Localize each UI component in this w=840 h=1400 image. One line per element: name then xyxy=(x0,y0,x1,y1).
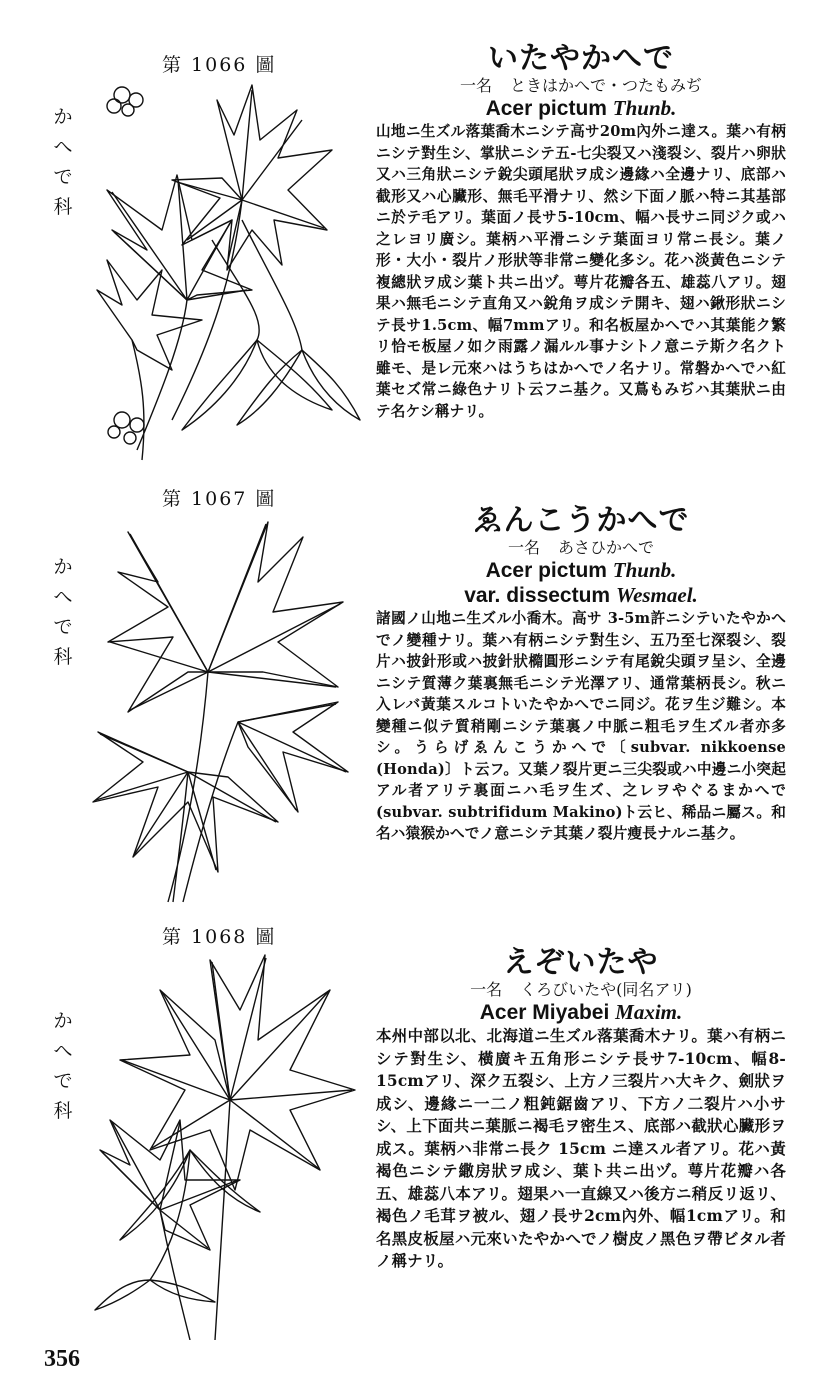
family-char: 科 xyxy=(53,646,73,668)
family-label-1066 xyxy=(52,102,74,222)
alias-line xyxy=(376,538,786,558)
family-char: 科 xyxy=(53,196,73,218)
acer-miyabei-illustration xyxy=(90,950,360,1340)
scientific-name xyxy=(376,96,786,121)
latin-variety-author: Wesmael. xyxy=(615,583,698,607)
alias-prefix: 一名 xyxy=(470,980,503,999)
latin-binomial: Acer Miyabei xyxy=(479,1001,610,1024)
family-char: へ xyxy=(53,1040,73,1062)
latin-author: Thunb. xyxy=(612,96,677,120)
family-char: で xyxy=(53,1070,73,1092)
scientific-variety xyxy=(376,583,786,608)
figure-label-1066: 第 1066 圖 xyxy=(162,54,277,76)
alias-line xyxy=(376,76,786,96)
family-char: で xyxy=(53,616,73,638)
latin-author: Thunb. xyxy=(612,558,677,582)
family-label-1068 xyxy=(52,1006,74,1126)
family-char: へ xyxy=(53,136,73,158)
family-char: で xyxy=(53,166,73,188)
japanese-name: いたやかへで xyxy=(488,41,674,76)
latin-author: Maxim. xyxy=(615,1000,683,1024)
scientific-name xyxy=(376,1000,786,1025)
figure-label-1067: 第 1067 圖 xyxy=(162,488,277,510)
acer-pictum-illustration xyxy=(92,80,362,470)
figure-label-1068: 第 1068 圖 xyxy=(162,926,277,948)
family-char: へ xyxy=(53,586,73,608)
family-char: か xyxy=(53,1010,73,1032)
entry-1067 xyxy=(376,504,786,845)
latin-binomial: Acer pictum xyxy=(485,559,607,582)
alias-prefix: 一名 xyxy=(507,538,540,557)
family-label-1067 xyxy=(52,552,74,672)
description: 諸國ノ山地ニ生ズル小喬木。高サ 3-5m許ニシテいたやかへでノ變種ナリ。葉ハ有柄ニシテ對生シ、五乃至七深裂シ、裂片ハ披針形或ハ披針狀橢圓形ニシテ有尾銳尖頭ヲ呈シ、全邊ニシテ質薄ク葉裏無毛ニシテ光澤アリ、通常葉柄長シ。秋ニ入レバ黃葉スルコトいたやかへでニ同ジ。花ヲ生ジ難シ。本變種ニ似テ質稍剛ニシテ葉裏ノ中脈ニ粗毛ヲ生ズル者亦多シ。うらげゑんこうかへで〔subvar. nikkoense (Honda)〕ト云フ。又葉ノ裂片更ニ三尖裂或ハ中邊ニ小突起アル者アリテ裏面ニハ毛ヲ生ズ、之レヲやぐるまかへで(subvar. subtrifidum Makino)ト云ヒ、稀品ニ屬ス。和名ハ猿猴かへでノ意ニシテ其葉ノ裂片瘦長ナルニ基ク。 xyxy=(376,610,786,842)
entry-1066 xyxy=(376,42,786,422)
scientific-name xyxy=(376,558,786,583)
page-number: 356 xyxy=(44,1346,80,1372)
description: 山地ニ生ズル落葉喬木ニシテ高サ20m內外ニ達ス。葉ハ有柄ニシテ對生シ、掌狀ニシテ五-七尖裂又ハ淺裂シ、裂片ハ卵狀又ハ三角狀ニシテ銳尖頭尾狀ヲ成シ邊緣ハ全邊ナリ、底部ハ截形又ハ心臟形、無毛平滑ナリ、然シ下面ノ脈ハ特ニ其基部ニ於テ毛アリ。葉面ノ長サ5-10cm、幅ハ長サニ同ジク或ハ之レヨリ廣シ。葉柄ハ平滑ニシテ葉面ヨリ常ニ長シ。葉ノ形・大小・裂片ノ形狀等非常ニ變化多シ。花ハ淡黃色ニシテ複總狀ヲ成シ葉ト共ニ出ヅ。萼片花瓣各五、雄蕊八アリ。翅果ハ無毛ニシテ直角又ハ銳角ヲ成シテ開キ、翅ハ鍬形狀ニシテ長サ1.5cm、幅7mmアリ。和名板屋かへでハ其葉能ク繁リ恰モ板屋ノ如ク雨露ノ漏ルル事ナシトノ意ニテ斯ク名クト雖モ、是レ元來ハはうちはかへでノ名ナリ。常磐かへでハ紅葉セズ常ニ綠色ナリト云フニ基ク。又蔦もみぢハ其葉狀ニ由テ名ケシ稱ナリ。 xyxy=(376,123,786,420)
entry-1068 xyxy=(376,946,786,1273)
family-char: か xyxy=(53,556,73,578)
alias-text: あさひかへで xyxy=(558,538,655,557)
family-char: 科 xyxy=(53,1100,73,1122)
latin-binomial: Acer pictum xyxy=(485,97,607,120)
family-char: か xyxy=(53,106,73,128)
japanese-name: えぞいたや xyxy=(503,945,659,980)
alias-line xyxy=(376,980,786,1000)
acer-dissectum-illustration xyxy=(88,512,358,904)
alias-text: ときはかへで・つたもみぢ xyxy=(510,76,703,95)
alias-prefix: 一名 xyxy=(459,76,492,95)
description: 本州中部以北、北海道ニ生ズル落葉喬木ナリ。葉ハ有柄ニシテ對生シ、橫廣キ五角形ニシテ長サ7-10cm、幅8-15cmアリ、深ク五裂シ、上方ノ三裂片ハ大キク、劍狀ヲ成シ、邊緣ニ一二ノ粗鈍鋸齒アリ、下方ノ二裂片ハ小サシ、上下面共ニ葉脈ニ褐毛ヲ密生ス、底部ハ截狀心臟形ヲ成ス。葉柄ハ非常ニ長ク 15cm ニ達スル者アリ。花ハ黃褐色ニシテ繖房狀ヲ成シ、葉ト共ニ出ヅ。萼片花瓣ハ各五、雄蕊八本アリ。翅果ハ一直線又ハ後方ニ稍反リ返リ、褐色ノ毛茸ヲ被ル、翅ノ長サ2cm內外、幅1cmアリ。和名黑皮板屋ハ元來いたやかへでノ樹皮ノ黑色ヲ帶ビタル者ノ稱ナリ。 xyxy=(376,1027,786,1270)
latin-variety: var. dissectum xyxy=(464,584,611,607)
japanese-name: ゑんこうかへで xyxy=(472,503,690,538)
alias-text: くろびいたや(同名アリ) xyxy=(520,980,692,999)
